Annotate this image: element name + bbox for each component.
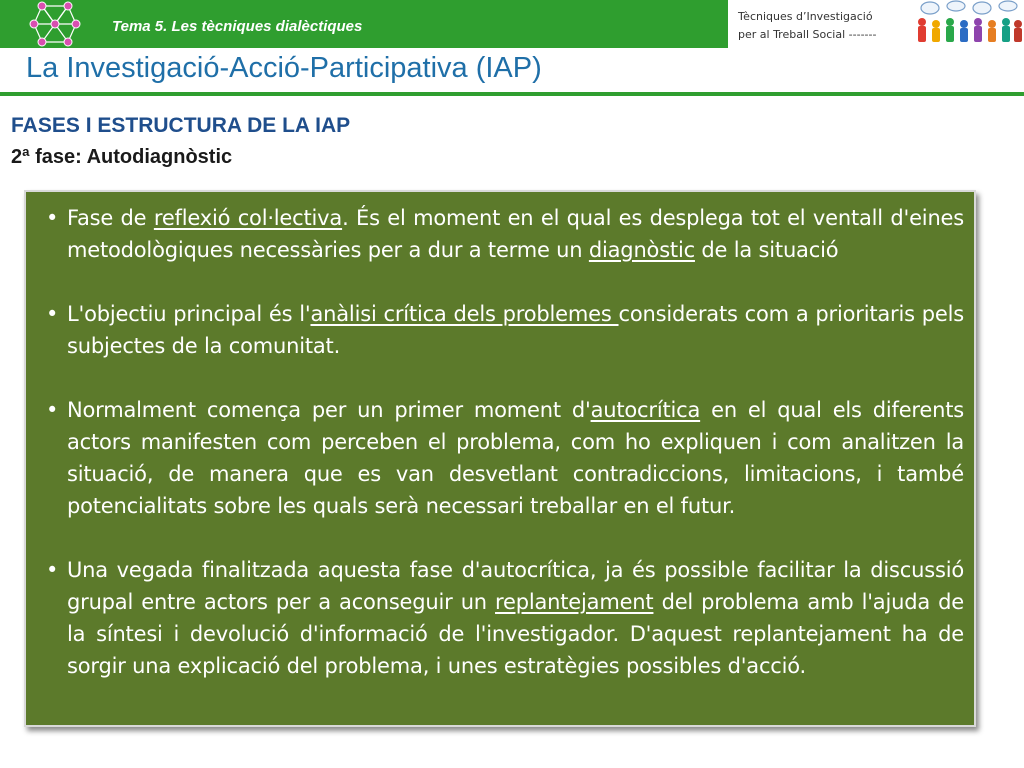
page-title: La Investigació-Acció-Participativa (IAP) bbox=[26, 52, 542, 84]
content-panel bbox=[24, 190, 976, 727]
network-logo-icon bbox=[28, 0, 84, 48]
underlined-term: autocrítica bbox=[590, 398, 701, 422]
underlined-term: diagnòstic bbox=[588, 238, 695, 262]
course-line-1: Tècniques d’Investigació bbox=[738, 10, 873, 23]
title-divider bbox=[0, 92, 1024, 96]
bullet-item bbox=[46, 298, 964, 362]
underlined-term: reflexió col·lectiva bbox=[153, 206, 343, 230]
underlined-term: replantejament bbox=[495, 590, 654, 614]
bullet-text: Fase de bbox=[67, 206, 154, 230]
bullet-text: en el qual els diferents actors manifesten com perceben el problema, com ho expliquen i com analitzen la situació, de manera que es van desvetlant contradiccions, limitacions, i també potencialitats sobre les quals serà necessari treballar en el futur. bbox=[67, 398, 965, 518]
bullet-text: Una vegada finalitzada aquesta fase d'autocrítica, ja és possible facilitar la discussió grupal entre actors per a aconseguir un bbox=[67, 558, 964, 614]
section-heading: FASES I ESTRUCTURA DE LA IAP bbox=[11, 114, 351, 137]
underlined-term: anàlisi crítica dels problemes bbox=[310, 302, 619, 326]
bullet-text: de la situació bbox=[694, 238, 839, 262]
course-title-box bbox=[728, 0, 912, 48]
course-line-2: per al Treball Social ------- bbox=[738, 28, 877, 41]
phase-subtitle: 2ª fase: Autodiagnòstic bbox=[11, 146, 233, 168]
bullet-text: del problema amb l'ajuda de la síntesi i devolució d'informació de l'investigador. D'aquest replantejament ha de sorgir una explicació del problema, i unes estratègies possibles d'acció. bbox=[67, 590, 964, 678]
bullet-list bbox=[46, 202, 964, 682]
bullet-text: considerats com a prioritaris pels subjectes de la comunitat. bbox=[67, 302, 964, 358]
people-speech-bubbles-icon bbox=[912, 0, 1024, 48]
bullet-item bbox=[46, 394, 964, 522]
bullet-item bbox=[46, 554, 964, 682]
header-topic: Tema 5. Les tècniques dialèctiques bbox=[112, 18, 363, 35]
bullet-text: Normalment comença per un primer moment d' bbox=[67, 398, 591, 422]
bullet-text: L'objectiu principal és l' bbox=[67, 302, 311, 326]
header-bar bbox=[0, 0, 1024, 48]
bullet-text: . És el moment en el qual es desplega tot el ventall d'eines metodològiques necessàries per a dur a terme un bbox=[67, 206, 965, 262]
bullet-item bbox=[46, 202, 964, 266]
